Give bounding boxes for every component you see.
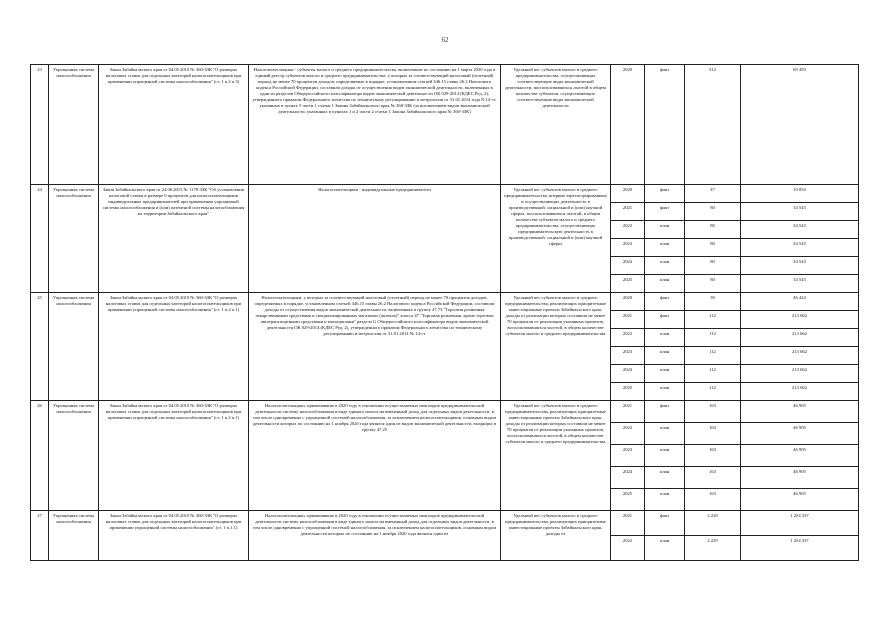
value-type-cell: план — [645, 257, 685, 275]
legal-act: Закон Забайкальского края от 04.05.2010 № 360-ЗЗК "О размерах налоговых ставок для отдельных категорий налогоплательщиков при применении упрощенной системы налогообложения" (ст. 1 п.2 п.1) — [99, 401, 249, 511]
year-cell: 2023 — [611, 445, 645, 467]
benefit-amount-cell: 34 543 — [741, 257, 859, 275]
benefit-amount-cell: 34 543 — [741, 275, 859, 293]
taxpayer-count-cell: 2 229 — [685, 511, 741, 536]
benefit-amount-cell: 46 905 — [741, 423, 859, 445]
year-cell: 2024 — [611, 257, 645, 275]
taxpayer-count-cell: 112 — [685, 383, 741, 401]
efficiency-indicator: Удельный вес субъектов малого и среднего предпринимательства, осуществляющих соответствующие виды экономической деятельности, воспользовавшихся льготой в общем количестве субъектов, осуществляющих соответствующие виды экономической деятельности — [501, 65, 611, 185]
value-type-cell: факт — [645, 311, 685, 329]
taxpayer-count-cell: 312 — [685, 65, 741, 185]
taxpayer-count-cell: 112 — [685, 329, 741, 347]
value-type-cell: факт — [645, 401, 685, 423]
year-cell: 2022 — [611, 536, 645, 561]
value-type-cell: план — [645, 221, 685, 239]
benefit-amount-cell: 10 854 — [741, 185, 859, 203]
value-type-cell: план — [645, 383, 685, 401]
benefit-amount-cell: 46 905 — [741, 467, 859, 489]
page-number: 62 — [441, 36, 449, 44]
taxpayer-count-cell: 112 — [685, 365, 741, 383]
taxpayer-count-cell: 163 — [685, 467, 741, 489]
benefit-amount-cell: 46 424 — [741, 293, 859, 311]
value-type-cell: план — [645, 329, 685, 347]
legal-act: Закон Забайкальского края от 04.05.2010 № 360-ЗЗК "О размерах налоговых ставок для отдельных категорий налогоплательщиков при применении упрощенной системы налогообложения" (ст. 1 п.2 п.1) — [99, 293, 249, 401]
tax-benefits-table — [30, 64, 859, 561]
row-number: 27 — [31, 511, 49, 561]
benefit-amount-cell: 34 543 — [741, 239, 859, 257]
taxpayer-count-cell: 2 229 — [685, 536, 741, 561]
efficiency-indicator: Удельный вес субъектов малого и среднего предпринимательства, реализующих приоритетные инвестиционные проекты Забайкальского края, доходы от реализации которых составили не менее 70 процентов от реализации указанных проектов, воспользовавшихся льготой, в общем количестве субъектов малого и среднего предпринимательства — [501, 293, 611, 401]
year-cell: 2022 — [611, 423, 645, 445]
value-type-cell: факт — [645, 293, 685, 311]
table-row — [31, 293, 859, 311]
taxpayer-count-cell: 163 — [685, 423, 741, 445]
benefit-amount-cell: 34 543 — [741, 221, 859, 239]
benefit-amount-cell: 213 662 — [741, 383, 859, 401]
efficiency-indicator: Удельный вес субъектов малого и среднего предпринимательства, впервые зарегистрированных и осуществляющих деятельность в производственной, социальной и (или) научной сферах, воспользовавшихся льготой, в общем количестве субъектов малого и среднего предпринимательства, осуществляющих предпринимательскую деятельность в производственной, социальной и (или) научной сферах — [501, 185, 611, 293]
benefit-amount-cell: 213 662 — [741, 329, 859, 347]
year-cell: 2020 — [611, 185, 645, 203]
benefit-amount-cell: 69 493 — [741, 65, 859, 185]
value-type-cell: план — [645, 239, 685, 257]
taxpayer-category: Налогоплательщики - субъекты малого и среднего предпринимательства, включенные по состоянию на 1 марта 2020 года в единый реестр субъектов малого и среднего предпринимательства, у которых за соответствующий налоговый (отчетный) период не менее 70 процентов доходов, определяемых в порядке, установленном статьей 346.15 главы 26.2 Налогового кодекса Российской Федерации, составили доходы от осуществления видов экономической деятельности, включенных в один из разделов Общероссийского классификатора видов экономической деятельности ОК 029-2014 (КДЕС Ред. 2), утвержденного приказом Федерального агентства по техническому регулированию и метрологии от 31.01.2014 года N 14-ст, указанных в пункте 5 части 1 статьи 1 Закона Забайкальского края № 360-ЗЗК (за исключением видов экономической деятельности, указанных в пунктах 1 и 2 части 2 статьи 1 Закона Забайкальского края № 360-ЗЗК) — [249, 65, 501, 185]
benefit-amount-cell: 1 254 337 — [741, 511, 859, 536]
benefit-amount-cell: 213 662 — [741, 365, 859, 383]
tax-regime: Упрощенная система налогообложения — [49, 511, 99, 561]
value-type-cell: план — [645, 467, 685, 489]
year-cell: 2025 — [611, 383, 645, 401]
value-type-cell: факт — [645, 65, 685, 185]
value-type-cell: план — [645, 423, 685, 445]
row-number: 24 — [31, 185, 49, 293]
year-cell: 2021 — [611, 401, 645, 423]
taxpayer-count-cell: 112 — [685, 311, 741, 329]
year-cell: 2022 — [611, 221, 645, 239]
tax-regime: Упрощенная система налогообложения — [49, 401, 99, 511]
legal-act: Закон Забайкальского края от 04.05.2010 № 360-ЗЗК "О размерах налоговых ставок для отдельных категорий налогоплательщиков при применении упрощенной системы налогообложения" (ст. 1 п.2 п.3) — [99, 65, 249, 185]
benefit-amount-cell: 46 905 — [741, 445, 859, 467]
taxpayer-category: Налогоплательщики - индивидуальные предприниматели — [249, 185, 501, 293]
year-cell: 2024 — [611, 467, 645, 489]
taxpayer-count-cell: 163 — [685, 401, 741, 423]
table-row — [31, 401, 859, 423]
benefit-amount-cell: 213 662 — [741, 347, 859, 365]
value-type-cell: факт — [645, 511, 685, 536]
year-cell: 2021 — [611, 511, 645, 536]
taxpayer-count-cell: 163 — [685, 489, 741, 511]
tax-regime: Упрощенная система налогообложения — [49, 293, 99, 401]
table-row — [31, 185, 859, 203]
year-cell: 2023 — [611, 239, 645, 257]
tax-regime: Упрощенная система налогообложения — [49, 65, 99, 185]
taxpayer-category: Налогоплательщики, у которых за соответствующий налоговый (отчетный) период не менее 70 процентов доходов, определяемых в порядке, установленном статьей 346.15 главы 26.2 Налогового кодекса Российской Федерации, составили доходы от осуществления видов экономической деятельности, включенных в группу 47.73 "Торговля розничная лекарственными средствами в специализированных магазинах (аптеках)" класса 47 "Торговля розничная, кроме торговли автотранспортными средствами и мотоциклами" раздела G Общероссийского классификатора видов экономической деятельности ОК 029-2014 (КДЕС Ред. 2), утвержденного приказом Федерального агентства по техническому регулированию и метрологии от 31.01.2014 № 14-ст — [249, 293, 501, 401]
year-cell: 2020 — [611, 293, 645, 311]
taxpayer-count-cell: 80 — [685, 221, 741, 239]
tax-regime: Упрощенная система налогообложения — [49, 185, 99, 293]
taxpayer-count-cell: 59 — [685, 293, 741, 311]
row-number: 25 — [31, 293, 49, 401]
efficiency-indicator: Удельный вес субъектов малого и среднего предпринимательства, реализующих приоритетные инвестиционные проекты Забайкальского края, доходы от — [501, 511, 611, 561]
year-cell: 2021 — [611, 311, 645, 329]
value-type-cell: факт — [645, 203, 685, 221]
value-type-cell: план — [645, 365, 685, 383]
benefit-amount-cell: 34 543 — [741, 203, 859, 221]
benefit-amount-cell: 46 905 — [741, 401, 859, 423]
benefit-amount-cell: 1 254 337 — [741, 536, 859, 561]
year-cell: 2023 — [611, 347, 645, 365]
legal-act: Закон Забайкальского края от 24.06.2015 № 1178-ЗЗК "Об установлении налоговой ставки в размере 0 процентов для налогоплательщиков индивидуальных предпринимателей при применении упрощенной системы налогообложения и (или) патентной системы налогообложения на территории Забайкальского края" — [99, 185, 249, 293]
taxpayer-count-cell: 163 — [685, 445, 741, 467]
year-cell: 2025 — [611, 275, 645, 293]
row-number: 23 — [31, 65, 49, 185]
legal-act: Закон Забайкальского края от 04.05.2010 № 360-ЗЗК "О размерах налоговых ставок для отдельных категорий налогоплательщиков при применении упрощенной системы налогообложения" (ст. 1 п.1.1) — [99, 511, 249, 561]
table-row — [31, 511, 859, 536]
year-cell: 2025 — [611, 489, 645, 511]
row-number: 26 — [31, 401, 49, 511]
value-type-cell: план — [645, 275, 685, 293]
year-cell: 2020 — [611, 65, 645, 185]
taxpayer-count-cell: 112 — [685, 347, 741, 365]
year-cell: 2021 — [611, 203, 645, 221]
year-cell: 2024 — [611, 365, 645, 383]
value-type-cell: план — [645, 347, 685, 365]
benefit-amount-cell: 213 662 — [741, 311, 859, 329]
table-row — [31, 65, 859, 185]
value-type-cell: факт — [645, 185, 685, 203]
taxpayer-count-cell: 80 — [685, 257, 741, 275]
efficiency-indicator: Удельный вес субъектов малого и среднего предпринимательства, реализующих приоритетные инвестиционные проекты Забайкальского края, доходы от реализации которых составили не менее 70 процентов от реализации указанных проектов, воспользовавшихся льготой, в общем количестве субъектов малого и среднего предпринимательства — [501, 401, 611, 511]
taxpayer-category: Налогоплательщики, применявшие в 2020 году в отношении осуществляемых ими видов предпринимательской деятельности систему налогообложения в виде единого налога на вмененный доход для отдельных видов деятельности, в том числе одновременно с упрощенной системой налогообложения, за исключением налогоплательщиков, основным видом деятельности которых по состоянию на 1 ноября 2020 года являлся один из — [249, 511, 501, 561]
value-type-cell: план — [645, 445, 685, 467]
year-cell: 2022 — [611, 329, 645, 347]
value-type-cell: план — [645, 489, 685, 511]
taxpayer-count-cell: 80 — [685, 239, 741, 257]
taxpayer-category: Налогоплательщики, применявшие в 2020 году в отношении осуществляемых ими видов предпринимательской деятельности систему налогообложения в виде единого налога на вмененный доход для отдельных видов деятельности, в том числе одновременно с упрощенной системой налогообложения, за исключением налогоплательщиков, основным видом деятельности которых по состоянию на 1 ноября 2020 года являлся один из видов экономической деятельности, входящих в группу 47.25 — [249, 401, 501, 511]
benefit-amount-cell: 46 905 — [741, 489, 859, 511]
taxpayer-count-cell: 47 — [685, 185, 741, 203]
value-type-cell: план — [645, 536, 685, 561]
taxpayer-count-cell: 80 — [685, 203, 741, 221]
taxpayer-count-cell: 80 — [685, 275, 741, 293]
